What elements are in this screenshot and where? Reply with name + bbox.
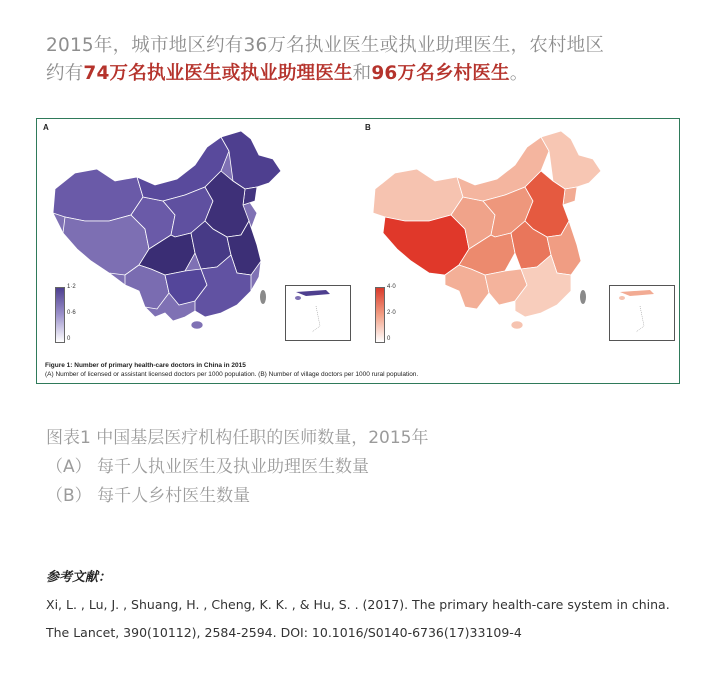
figure-maps <box>36 118 680 384</box>
figure-notes <box>46 424 428 511</box>
figure-caption <box>45 361 418 379</box>
intro-prefix: 约有 <box>46 63 84 84</box>
highlight-village-doctors: 96万名乡村医生 <box>371 63 510 84</box>
inset-south-china-sea-a <box>285 285 351 341</box>
reference-line-2: The Lancet, 390(10112), 2584-2594. DOI: 10.1016/S0140-6736(17)33109-4 <box>46 625 522 640</box>
legend-a-bar <box>55 287 65 343</box>
caption-title: Figure 1: Number of primary health-care doctors in China in 2015 <box>45 362 246 369</box>
note-title: 图表1 中国基层医疗机构任职的医师数量，2015年 <box>46 428 429 448</box>
panel-a-label: A <box>43 123 49 132</box>
inset-south-china-sea-b <box>609 285 675 341</box>
legend-a-max: 1·2 <box>67 284 76 290</box>
intro-suffix: 。 <box>509 63 529 84</box>
note-a: （A） 每千人执业医生及执业助理医生数量 <box>46 457 370 477</box>
intro-line-1: 2015年，城市地区约有36万名执业医生或执业助理医生，农村地区 <box>46 35 605 56</box>
legend-a-min: 0 <box>67 336 71 342</box>
legend-b-bar <box>375 287 385 343</box>
legend-b-mid: 2·0 <box>387 310 396 316</box>
reference-line-1: Xi, L. , Lu, J. , Shuang, H. , Cheng, K. K. , & Hu, S. . (2017). The primary health-care system in china. <box>46 597 670 612</box>
caption-text: (A) Number of licensed or assistant licensed doctors per 1000 population. (B) Number of village doctors per 1000 rural population. <box>45 371 419 378</box>
legend-b-min: 0 <box>387 336 391 342</box>
note-b: （B） 每千人乡村医生数量 <box>46 486 251 506</box>
legend-a-mid: 0·6 <box>67 310 76 316</box>
map-a-licensed-doctors <box>45 125 295 340</box>
intro-line-2 <box>46 60 686 88</box>
map-b-village-doctors <box>365 125 615 340</box>
legend-b-max: 4·0 <box>387 284 396 290</box>
intro-mid: 和 <box>352 63 372 84</box>
panel-b-label: B <box>365 123 371 132</box>
highlight-rural-doctors: 74万名执业医生或执业助理医生 <box>83 63 353 84</box>
intro-paragraph <box>46 32 686 88</box>
references-title: 参考文献： <box>46 570 112 585</box>
